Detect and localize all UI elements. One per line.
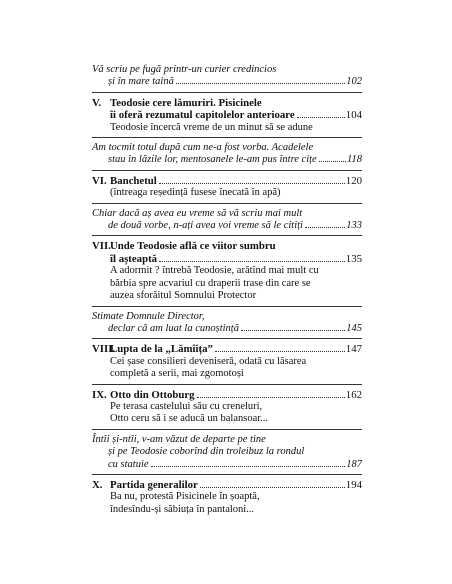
entry-text: și în mare taină [108,76,174,88]
chapter-title: Banchetul [110,174,157,187]
entry-divider [92,235,362,236]
letter-entry[interactable] [92,64,362,89]
page-number: 120 [345,174,362,187]
entry-text: cu statuie [108,458,149,470]
chapter-entry[interactable] [92,479,362,516]
dot-leader [305,227,345,228]
entry-divider [92,338,362,339]
chapter-title-line [92,175,362,187]
chapter-subtitle: auzea sforăitul Somnului Protector [110,290,257,302]
entry-line: și pe Teodosie coborînd din troleibuz la rondul [108,446,305,458]
chapter-subtitle: îndesîndu-și săbiuța în pantaloni... [110,503,255,515]
entry-line: Am tocmit totul după cum ne-a fost vorba. Acadelele [92,142,314,154]
chapter-number: VIII. [92,343,116,356]
entry-line: Întîi și-ntîi, v-am văzut de departe pe tine [92,433,266,445]
entry-divider [92,384,362,385]
chapter-title: Lupta de la „Lămîița” [110,343,213,356]
chapter-title: Otto din Ottoburg [110,388,195,401]
entry-line [92,154,362,166]
dot-leader [159,261,345,262]
page-number: 187 [346,458,362,470]
dot-leader [297,117,345,118]
chapter-title-line [92,109,362,121]
chapter-entry[interactable] [92,389,362,426]
letter-entry[interactable] [92,434,362,471]
page-number: 102 [346,76,362,88]
chapter-title: Teodosie cere lămuriri. Pisicinele [110,96,262,109]
page-number: 147 [345,343,362,356]
entry-divider [92,429,362,430]
chapter-entry[interactable] [92,97,362,134]
chapter-title-line [92,253,362,265]
chapter-title: Unde Teodosie află ce viitor sumbru [110,240,276,253]
entry-divider [92,137,362,138]
chapter-entry[interactable] [92,175,362,200]
chapter-subtitle: completă a serii, mai zgomotoși [110,368,244,380]
chapter-subtitle: (întreaga reședință fusese înecată în apă) [110,187,281,199]
dot-leader [151,466,346,467]
page-number: 194 [345,478,362,491]
chapter-entry[interactable] [92,343,362,380]
letter-entry[interactable] [92,208,362,233]
chapter-subtitle: Ba nu, protestă Pisicinele în șoaptă, [110,491,260,503]
dot-leader [197,397,345,398]
page-number: 162 [345,388,362,401]
entry-divider [92,170,362,171]
entry-text: declar că am luat la cunoștință [108,322,239,334]
page-number: 135 [345,252,362,265]
chapter-number: X. [92,478,103,491]
entry-line: Stimate Domnule Director, [92,310,205,322]
page-number: 118 [347,154,362,166]
chapter-subtitle: Pe terasa castelului său cu creneluri, [110,400,263,412]
entry-text: de două vorbe, n-ați avea voi vreme să le citiți [108,220,303,232]
entry-divider [92,306,362,307]
chapter-title-line [92,240,362,252]
chapter-number: IX. [92,388,107,401]
page-number: 133 [346,220,362,232]
chapter-title: Partida generalilor [110,478,198,491]
entry-divider [92,92,362,93]
chapter-entry[interactable] [92,240,362,302]
entry-line [92,323,362,335]
chapter-title-line [92,343,362,355]
table-of-contents [92,64,362,516]
dot-leader [159,183,345,184]
dot-leader [176,83,345,84]
letter-entry[interactable] [92,311,362,336]
chapter-title: îi oferă rezumatul capitolelor anterioare [110,109,295,122]
dot-leader [200,487,345,488]
chapter-number: VII. [92,240,111,253]
dot-leader [215,351,345,352]
chapter-subtitle: Cei șase consilieri deveniseră, odată cu lăsarea [110,355,307,367]
chapter-subtitle: Teodosie încercă vreme de un minut să se adune [110,121,313,133]
entry-line [92,220,362,232]
dot-leader [319,161,346,162]
letter-entry[interactable] [92,142,362,167]
entry-text: stau în lăzile lor, mentosanele le-am pus între cițe [108,154,317,166]
page-number: 104 [345,109,362,122]
entry-divider [92,474,362,475]
chapter-number: V. [92,96,102,109]
entry-line [92,76,362,88]
chapter-subtitle: A adormit ? întrebă Teodosie, arătînd mai mult cu [110,265,319,277]
chapter-title-line [92,97,362,109]
chapter-title-line [92,389,362,401]
chapter-subtitle: Otto ceru să i se aducă un balansoar... [110,413,269,425]
entry-divider [92,203,362,204]
dot-leader [241,330,345,331]
chapter-title: îl așteaptă [110,252,158,265]
entry-line: Chiar dacă aș avea eu vreme să vă scriu mai mult [92,207,303,219]
chapter-number: VI. [92,174,107,187]
page-number: 145 [346,322,362,334]
chapter-title-line [92,479,362,491]
chapter-subtitle: bărbia spre acvariul cu draperii trase din care se [110,277,311,289]
entry-line: Vă scriu pe fugă printr-un curier credincios [92,64,277,75]
entry-line [92,459,362,471]
